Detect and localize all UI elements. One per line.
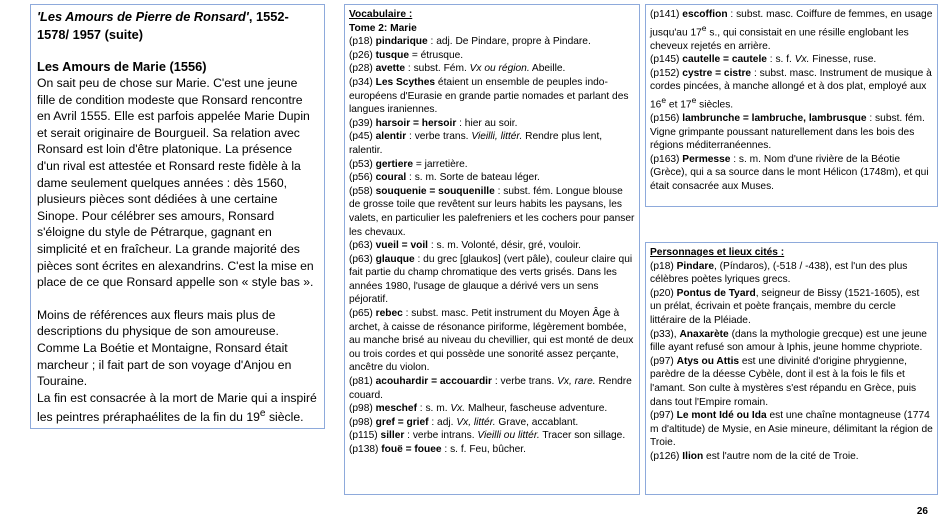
entry-ref: (p115) (349, 430, 381, 442)
entry-ref: (p56) (349, 172, 376, 184)
entry-term: gref = grief (375, 416, 429, 428)
entry-ref: (p39) (349, 117, 376, 129)
intro-paragraph-2: Moins de références aux fleurs mais plus de descriptions du physique de son amoureuse. Comme La Boétie et Montaigne, Ronsard était marcheur ; il fait part de son voyage d'Anjou en Touraine. (37, 307, 292, 389)
entry-def: : s. f. Feu, bûcher. (441, 444, 526, 455)
entry-term: tusque (375, 49, 410, 61)
entry-tail: et 17 (666, 99, 692, 111)
entry-ref: (p28) (349, 63, 376, 75)
entry-term: siller (380, 430, 405, 442)
entry-def: : subst. masc. Instrument de musique à cordes pincées, à manche allongé et à dos plat, employé aux 16 (650, 67, 932, 111)
entry-ref: (p63) (349, 240, 376, 252)
entry-term: meschef (375, 403, 417, 415)
entry-ref: (p63) (349, 253, 376, 265)
entry-term: Le mont Idé ou Ida (676, 410, 767, 422)
entry-ref: (p98) (349, 403, 376, 415)
entry-ital: Vx. (794, 54, 810, 66)
entry-ref: (p33), (650, 328, 680, 340)
entry-term: vueil = voil (375, 240, 429, 252)
entry-def: : subst. masc. Coiffure de femmes, en usage jusqu'au 17 (650, 9, 933, 38)
entry-ref: (p97) (650, 355, 677, 367)
entry-def: : s. m. Sorte de bateau léger. (406, 172, 540, 184)
entry-def: , seigneur de Bissy (1521-1605), est un prélat, écrivain et poète français, membre du cercle littéraire de la Pléiade. (650, 287, 920, 326)
entry-item (650, 67, 933, 112)
entry-item (349, 307, 635, 375)
entry-ital: Vx, rare. (557, 376, 596, 388)
entry-term: gertiere (375, 158, 413, 170)
entry-term: Les Scythes (375, 76, 436, 88)
entry-ref: (p163) (650, 153, 683, 165)
people-places-list (650, 260, 933, 464)
entry-term: glauque (375, 253, 415, 265)
entry-term: Atys ou Attis (676, 355, 740, 367)
entry-ital: Vieilli ou littér. (477, 430, 540, 442)
entry-item (349, 158, 635, 172)
entry-def: : s. m. (416, 403, 451, 415)
entry-item (650, 287, 933, 328)
entry-item (650, 153, 933, 194)
entry-def: est une divinité d'origine phrygienne, parèdre de la déesse Cybèle, dont il est à la fois le fils et l'amant. Son culte à mystères s'est répandu en Grèce, puis dans tout l'Empire romain. (650, 355, 917, 408)
entry-term: Pontus de Tyard (676, 287, 756, 299)
entry-def: : du grec [glaukos] (vert pâle), couleur claire qui fait partie du champ chromatique des verts grisés. Dans les années 1980, l'usage de glauque a dérivé vers un sens péjoratif. (349, 253, 633, 306)
entry-tail: Abeille. (529, 63, 566, 75)
entry-tail: Rendre plus lent, ralentir. (349, 131, 603, 156)
entry-ref: (p156) (650, 112, 683, 124)
entry-tail: Grave, accablant. (495, 416, 579, 428)
entry-term: avette (375, 63, 406, 75)
entry-ref: (p152) (650, 67, 683, 79)
entry-item (349, 402, 635, 416)
entry-def: : s. f. (766, 54, 795, 66)
intro-title (37, 8, 318, 44)
entry-ref: (p58) (349, 185, 376, 197)
entry-ital: Vx. (450, 403, 466, 415)
intro-title-italic: 'Les Amours de Pierre de Ronsard' (37, 9, 249, 24)
entry-tail: Finesse, ruse. (809, 54, 877, 66)
intro-subtitle: Les Amours de Marie (1556) (37, 59, 207, 74)
entry-def: = étrusque. (409, 49, 464, 61)
entry-tail2: siècles. (696, 99, 734, 111)
entry-item (349, 62, 635, 76)
entry-term: souquenie = souquenille (375, 185, 495, 197)
intro-paragraph-1: On sait peu de chose sur Marie. C'est une jeune fille de condition modeste que Ronsard rencontre en Avril 1555. Elle est parfois appelée Marie Dupin et serait originaire de Bourgueil. Sa relation avec Ronsard est loin d'être platonique. La présence d'un rival est attestée et Ronsard reste fidèle à la dame seulement quelques années : dès 1560, plusieurs pièces sont dédiées à une certaine Sinope. Pour célébrer ses amours, Ronsard s'éloigne du style de Pétrarque, gagnant en simplicité et en fraîcheur. La grande majorité des pièces sont écrites en alexandrins. C'est la mise en place de ce que Ronsard appelle son « style bas ». (37, 76, 314, 290)
entry-item (349, 117, 635, 131)
entry-ital: Vieilli, littér. (471, 131, 523, 143)
vocabulary-continued-textbox (645, 4, 938, 207)
entry-term: harsoir = hersoir (375, 117, 457, 129)
entry-ref: (p18) (650, 260, 677, 272)
entry-item (349, 76, 635, 117)
entry-item (349, 375, 635, 402)
vocabulary-heading: Vocabulaire : (349, 9, 413, 20)
entry-tail: Tracer son sillage. (539, 430, 626, 442)
entry-def: : verbe trans. (491, 376, 558, 388)
entry-term: alentir (375, 131, 407, 143)
entry-item (349, 130, 635, 157)
entry-def: : adj. De Pindare, propre à Pindare. (427, 36, 591, 48)
entry-item (650, 53, 933, 67)
entry-term: fouë = fouee (381, 444, 442, 455)
entry-item (349, 171, 635, 185)
entry-def: (dans la mythologie grecque) est une jeune fille ayant refusé son amour à Iphis, jeune homme chypriote. (650, 328, 927, 354)
people-places-textbox (645, 242, 938, 495)
entry-item (349, 35, 635, 49)
entry-def: : verbe trans. (406, 131, 472, 143)
entry-def: est une chaîne montagneuse (1774 m d'altitude) de Mysie, en Asie mineure, délimitant la région de Troie. (650, 410, 933, 449)
people-places-heading: Personnages et lieux cités : (650, 247, 785, 258)
entry-sup: e (701, 22, 707, 33)
entry-tail: Rendre couard. (349, 376, 632, 401)
vocabulary-list (349, 35, 635, 456)
entry-ref: (p145) (650, 54, 683, 66)
entry-def: , (Píndaros), (-518 / -438), est l'un des plus célèbres poètes lyriques grecs. (650, 260, 908, 286)
entry-def: : subst. fém. Longue blouse de grosse toile que revêtent sur leurs habits les paysans, les valets, en particulier les palefreniers et les cochers pour panser les chevaux. (349, 185, 635, 238)
entry-ital: Vx, littér. (456, 416, 496, 428)
entry-item (650, 450, 933, 464)
entry-item (650, 328, 933, 355)
entry-ref: (p98) (349, 416, 376, 428)
entry-term: coural (375, 172, 407, 184)
entry-ref: (p20) (650, 287, 677, 299)
entry-sup: e (661, 94, 667, 105)
entry-ref: (p141) (650, 9, 683, 20)
entry-term: pindarique (375, 36, 428, 48)
entry-tail: s., qui consistait en une résille englobant les cheveux rejetés en arrière. (650, 26, 909, 52)
entry-ref: (p97) (650, 410, 677, 422)
entry-def: : subst. masc. Petit instrument du Moyen Âge à archet, à caisse de résonance piriforme, légèrement bombée, au manche brisé au niveau du chevillier, qui est monté de deux ou trois cordes et qui possède une sonorité assez perçante, ancêtre du violon. (349, 308, 634, 374)
entry-term: Ilion (682, 450, 704, 462)
entry-ital: Vx ou région. (469, 63, 530, 75)
entry-ref: (p138) (349, 444, 382, 455)
entry-def: : subst. fém. Vigne grimpante poussant naturellement dans les bois des régions méditerranéennes. (650, 112, 925, 152)
entry-ref: (p126) (650, 450, 683, 462)
entry-item (349, 49, 635, 63)
intro-title-rest: , 1552-1578/ 1957 (suite) (37, 9, 289, 42)
entry-def: : s. m. Volonté, désir, gré, vouloir. (428, 240, 581, 252)
entry-item (650, 112, 933, 153)
entry-ref: (p65) (349, 308, 376, 320)
entry-ref: (p53) (349, 158, 376, 170)
entry-item (349, 443, 635, 457)
page-number: 26 (916, 506, 928, 517)
entry-def: : hier au soir. (456, 117, 518, 129)
entry-item (349, 253, 635, 307)
entry-def: : subst. Fém. (405, 63, 470, 75)
entry-item (650, 260, 933, 287)
entry-term: acouhardir = accouardir (375, 376, 492, 388)
entry-item (650, 409, 933, 450)
entry-ref: (p45) (349, 131, 376, 143)
entry-term: Anaxarète (679, 328, 729, 340)
intro-textbox (30, 4, 325, 429)
entry-term: cautelle = cautele (682, 54, 767, 66)
entry-def: : verbe intrans. (404, 430, 478, 442)
entry-term: rebec (375, 308, 403, 320)
entry-item (650, 355, 933, 409)
entry-item (349, 185, 635, 239)
entry-def: est l'autre nom de la cité de Troie. (703, 450, 859, 462)
entry-ref: (p18) (349, 36, 376, 48)
entry-ref: (p81) (349, 376, 376, 388)
entry-item (349, 239, 635, 253)
vocabulary-textbox (344, 4, 640, 495)
entry-def: = jarretière. (413, 158, 468, 170)
entry-item (349, 416, 635, 430)
entry-term: cystre = cistre (682, 67, 752, 79)
entry-def: : s. m. Nom d'une rivière de la Béotie (Grèce), qui a sa source dans le mont Hélicon (1748m), et qui était consacrée aux Muses. (650, 153, 929, 192)
entry-item (349, 429, 635, 443)
entry-ref: (p34) (349, 76, 376, 88)
entry-term: Pindare (676, 260, 714, 272)
entry-def: : adj. (428, 416, 457, 428)
entry-term: Permesse (682, 153, 731, 165)
entry-item (650, 8, 933, 53)
vocabulary-subheading: Tome 2: Marie (349, 22, 417, 34)
entry-ref: (p26) (349, 49, 376, 61)
entry-term: lambrunche = lambruche, lambrusque (682, 112, 867, 124)
entry-tail: Malheur, fascheuse adventure. (465, 403, 608, 415)
entry-sup2: e (691, 94, 697, 105)
entry-def: étaient un ensemble de peuples indo-européens d'Eurasie en grande partie nomades et parlant des langues iraniennes. (349, 76, 629, 116)
vocabulary-continued-list (650, 8, 933, 194)
entry-term: escoffion (682, 9, 728, 20)
intro-paragraph-3: La fin est consacrée à la mort de Marie qui a inspiré les peintres préraphaélites de la fin du 19e siècle. (37, 390, 317, 425)
